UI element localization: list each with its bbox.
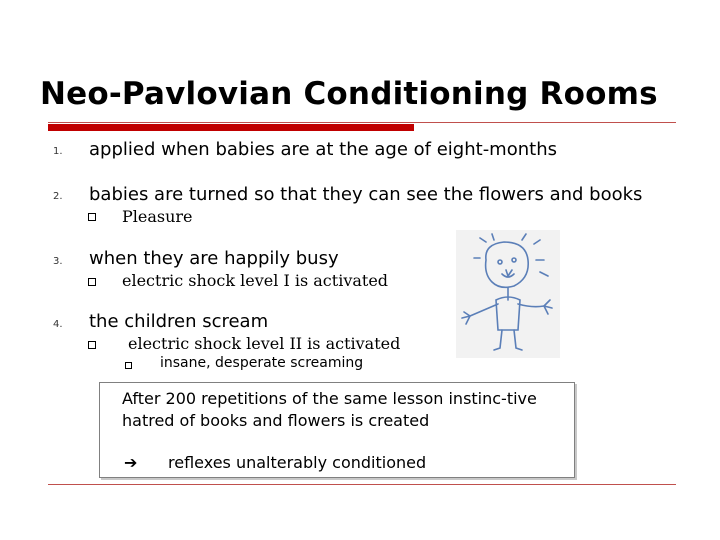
square-bullet-small-icon [125, 362, 132, 369]
square-bullet-icon [88, 213, 96, 221]
child-figure-icon [456, 230, 560, 358]
item-text-1: applied when babies are at the age of eight-months [89, 139, 557, 160]
title-rule-thin [48, 122, 676, 123]
conclusion-callout [99, 382, 575, 478]
slide-title: Neo-Pavlovian Conditioning Rooms [40, 76, 658, 112]
square-bullet-icon [88, 341, 96, 349]
item-text-4: the children scream [89, 311, 269, 332]
title-rule-accent [48, 124, 414, 131]
callout-text: After 200 repetitions of the same lesson instinc-tive hatred of books and flowers is created [122, 389, 537, 430]
item-text-3: when they are happily busy [89, 248, 339, 269]
item-subsub-4: insane, desperate screaming [160, 355, 364, 371]
square-bullet-icon [88, 278, 96, 286]
callout-conclusion: reflexes unalterably conditioned [168, 453, 427, 472]
item-sub-4: electric shock level II is activated [128, 334, 401, 353]
item-sub-3: electric shock level I is activated [122, 271, 389, 290]
bottom-rule [48, 484, 676, 485]
item-number-2: 2. [53, 191, 63, 202]
child-drawing-image [456, 230, 560, 358]
item-number-1: 1. [53, 146, 63, 157]
item-text-2: babies are turned so that they can see the flowers and books [89, 184, 643, 205]
item-number-3: 3. [53, 256, 63, 267]
item-number-4: 4. [53, 319, 63, 330]
arrow-right-icon: ➔ [124, 453, 138, 472]
item-sub-2: Pleasure [122, 207, 193, 226]
